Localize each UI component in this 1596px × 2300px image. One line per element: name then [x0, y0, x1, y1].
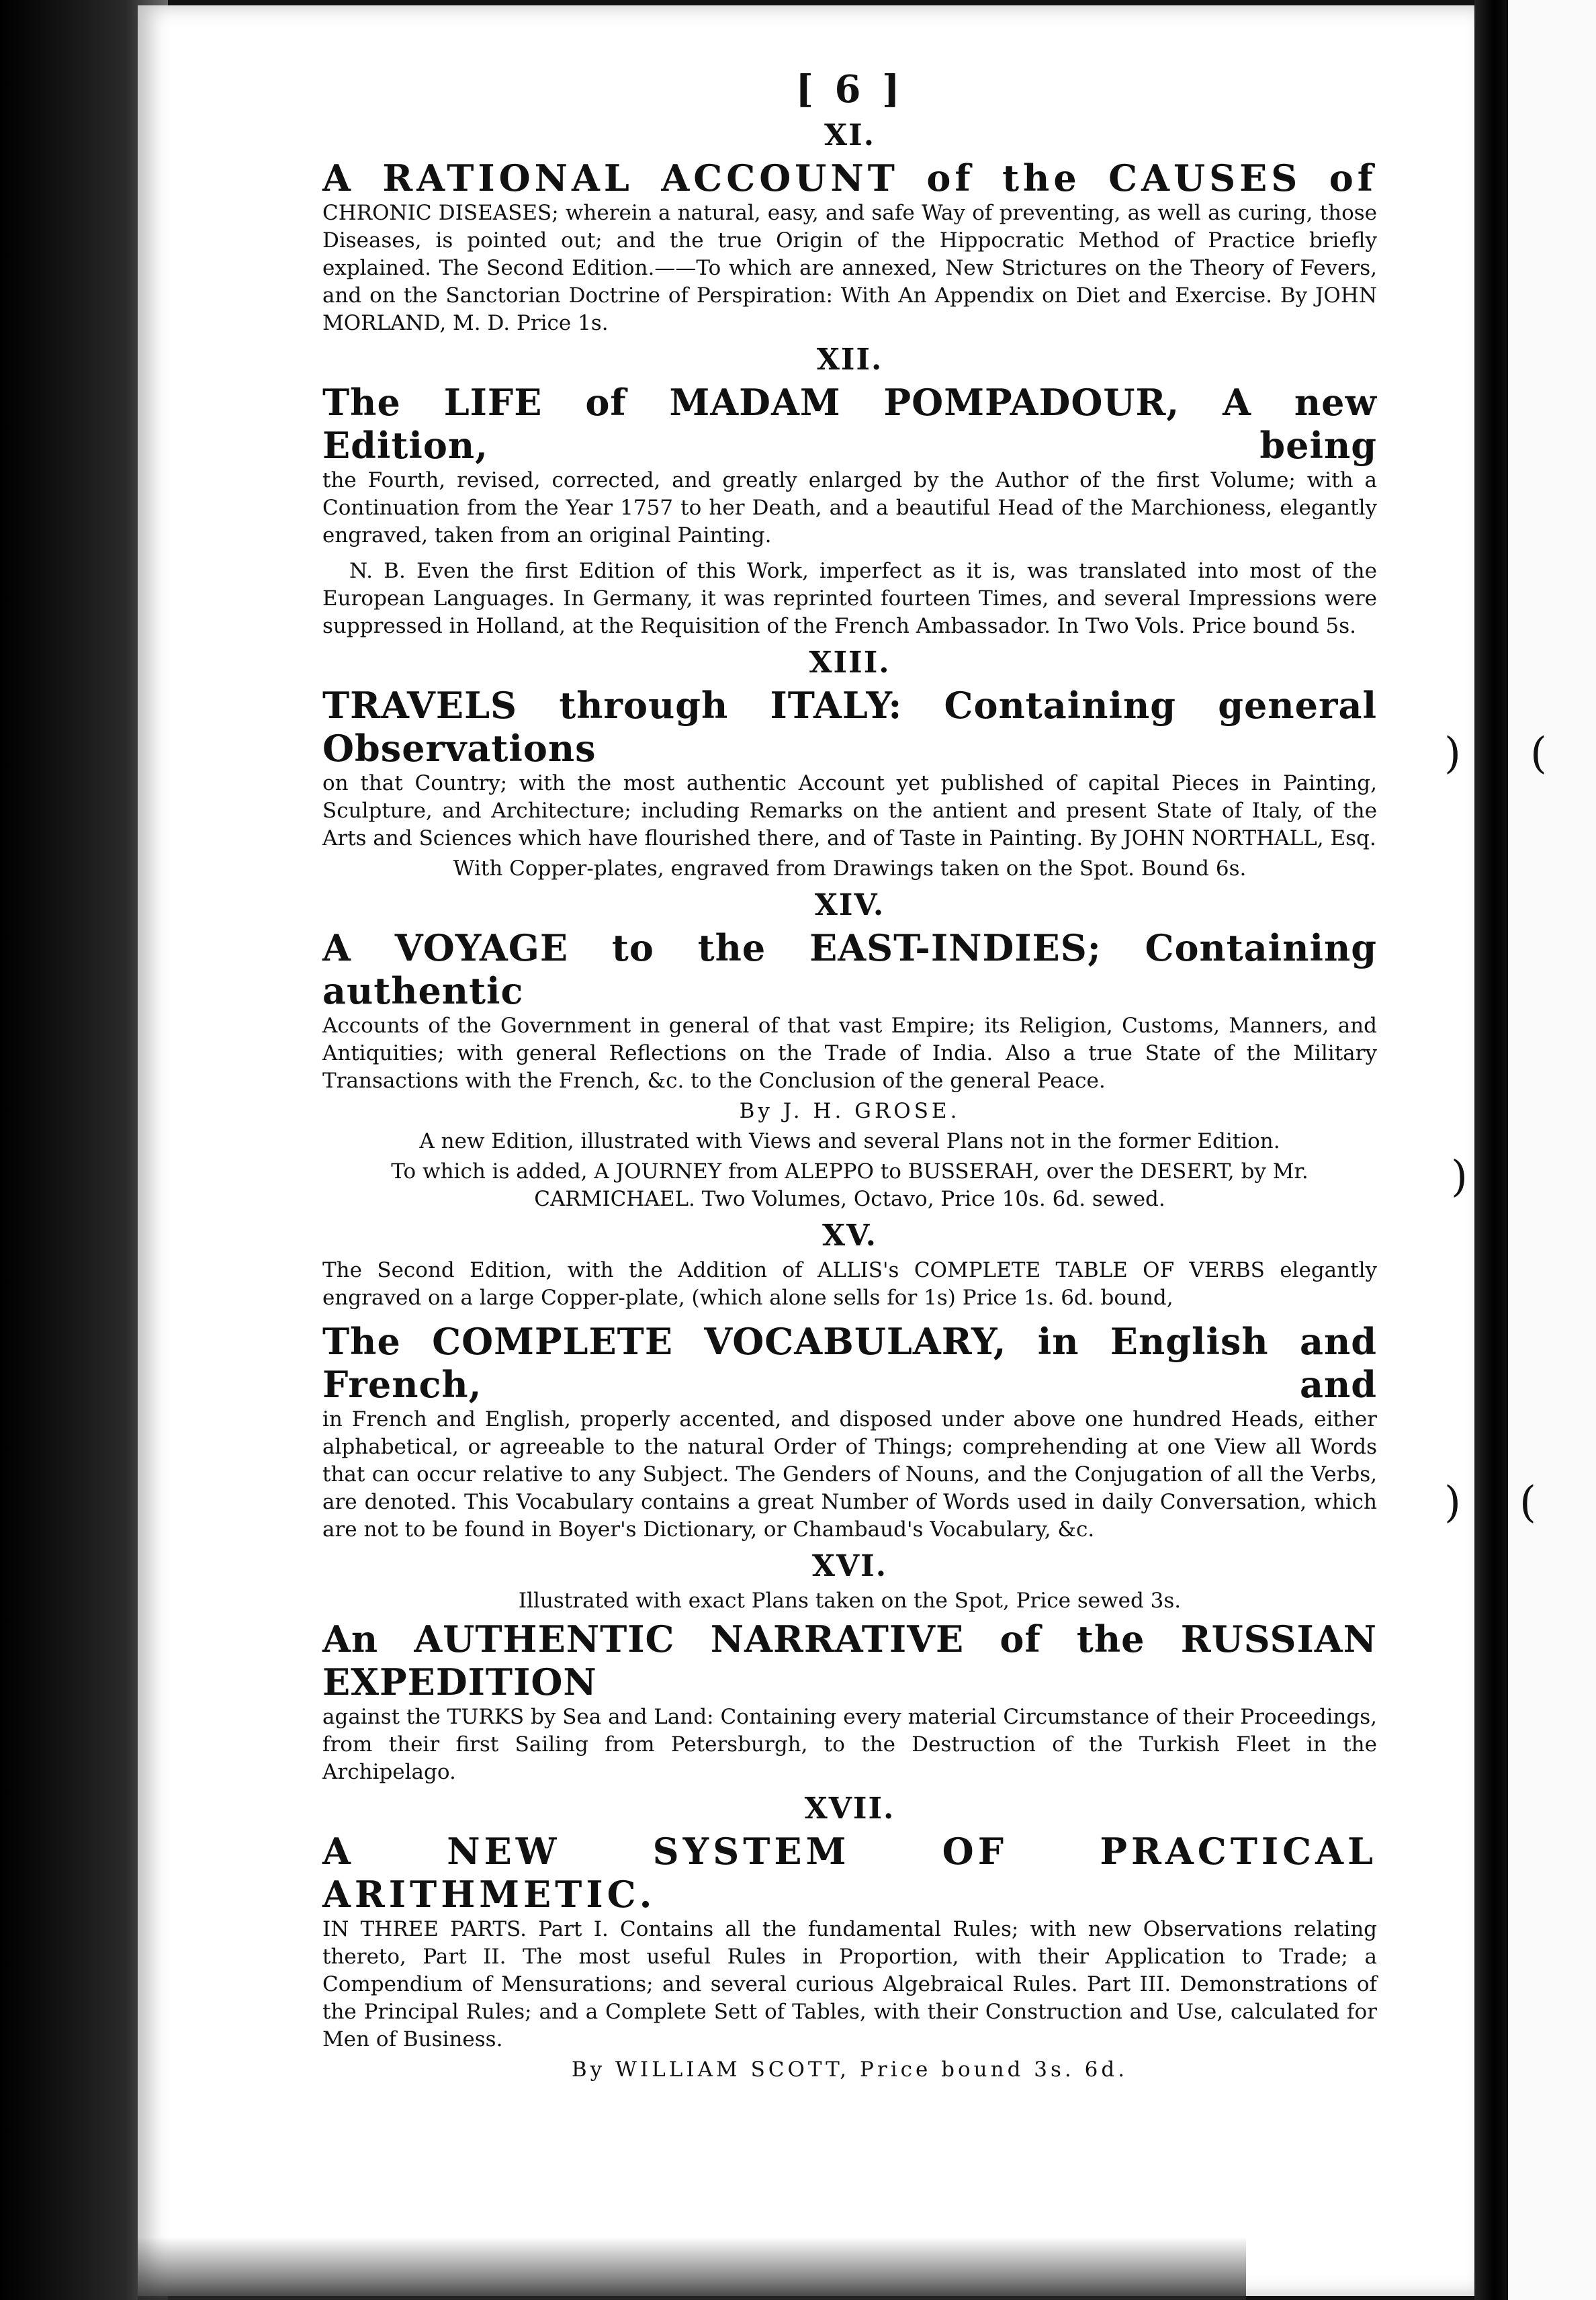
entry-title: A RATIONAL ACCOUNT of the CAUSES of [322, 157, 1377, 200]
page-gutter [1474, 0, 1508, 2300]
margin-bracket-mark: ( [1530, 729, 1547, 779]
entry-body: against the TURKS by Sea and Land: Containing every material Circumstance of their Proceedings, from their first Sailing from Petersburgh, to the Destruction of the Turkish Fleet in the Archipelago. [322, 1705, 1377, 1784]
advert-entry [322, 1219, 1377, 1544]
advert-entry [322, 888, 1377, 1213]
margin-bracket-mark: ( [1519, 1478, 1536, 1528]
entry-note: N. B. Even the first Edition of this Work, imperfect as it is, was translated into most of the European Languages. In Germany, it was reprinted fourteen Times, and several Impressions were suppressed in Holland, at the Requisition of the French Ambassador. In Two Vols. Price bound 5s. [322, 559, 1377, 638]
entry-body: in French and English, properly accented, and disposed under above one hundred Heads, either alphabetical, or agreeable to the natural Order of Things; comprehending at one View all Words that can occur relative to any Subject. The Genders of Nouns, and the Conjugation of all the Verbs, are denoted. This Vocabulary contains a great Number of Words used in daily Conversation, which are not to be found in Boyer's Dictionary, or Chambaud's Vocabulary, &c. [322, 1407, 1377, 1542]
entry-title: The COMPLETE VOCABULARY, in English and French, and [322, 1320, 1377, 1406]
entry-note: With Copper-plates, engraved from Drawings taken on the Spot. Bound 6s. [453, 856, 1247, 881]
entry-numeral: XVI. [811, 1549, 888, 1583]
entry-numeral: XVII. [804, 1792, 895, 1826]
entry-numeral: XV. [822, 1219, 877, 1253]
entry-numeral: XIV. [814, 888, 885, 922]
facing-page-edge [1508, 0, 1596, 2300]
entry-body: CHRONIC DISEASES; wherein a natural, easy, and safe Way of preventing, as well as curing, those Diseases, is pointed out; and the true Origin of the Hippocratic Method of Practice briefly explained. The Second Edition.——To which are annexed, New Strictures on the Theory of Fevers, and on the Sanctorian Doctrine of Perspiration: With An Appendix on Diet and Exercise. By JOHN MORLAND, M. D. Price 1s. [322, 201, 1377, 335]
entry-body: the Fourth, revised, corrected, and greatly enlarged by the Author of the first Volume; with a Continuation from the Year 1757 to her Death, and a beautiful Head of the Marchioness, elegantly engraved, taken from an original Painting. [322, 468, 1377, 547]
margin-bracket-mark: ) [1444, 729, 1461, 779]
margin-bracket-mark: ) [1451, 1152, 1468, 1202]
advert-entry [322, 646, 1377, 883]
advert-entry [322, 1549, 1377, 1786]
page-number: [ 6 ] [795, 67, 904, 112]
entry-note: A new Edition, illustrated with Views and several Plans not in the former Edition. [419, 1129, 1280, 1153]
entry-note-secondary: To which is added, A JOURNEY from ALEPPO to BUSSERAH, over the DESERT, by Mr. CARMICHAEL. Two Volumes, Octavo, Price 10s. 6d. sewed. [391, 1159, 1309, 1211]
entry-title: A VOYAGE to the EAST-INDIES; Containing authentic [322, 926, 1377, 1012]
entry-numeral: XI. [824, 118, 876, 152]
advert-entry [322, 343, 1377, 640]
advert-entry [322, 118, 1377, 337]
entry-title: A NEW SYSTEM OF PRACTICAL ARITHMETIC. [322, 1830, 1377, 1916]
page-content [322, 67, 1377, 2086]
entry-title: TRAVELS through ITALY: Containing general Observations [322, 684, 1377, 770]
entry-numeral: XIII. [809, 646, 891, 680]
entry-preface: Illustrated with exact Plans taken on the Spot, Price sewed 3s. [518, 1589, 1182, 1613]
entry-title: The LIFE of MADAM POMPADOUR, A new Edition, being [322, 381, 1377, 467]
page-bottom-shadow [138, 2237, 1246, 2300]
entry-body: on that Country; with the most authentic Account yet published of capital Pieces in Painting, Sculpture, and Architecture; including Remarks on the antient and present State of Italy, of the Arts and Sciences which have flourished there, and of Taste in Painting. By JOHN NORTHALL, Esq. [322, 771, 1377, 850]
entry-author: By J. H. GROSE. [739, 1099, 961, 1123]
entry-body: Accounts of the Government in general of that vast Empire; its Religion, Customs, Manners, and Antiquities; with general Reflections on the Trade of India. Also a true State of the Military Transactions with the French, &c. to the Conclusion of the general Peace. [322, 1014, 1377, 1093]
margin-bracket-mark: ) [1444, 1478, 1461, 1528]
entry-numeral: XII. [816, 343, 883, 377]
entry-preface: The Second Edition, with the Addition of ALLIS's COMPLETE TABLE OF VERBS elegantly engraved on a large Copper-plate, (which alone sells for 1s) Price 1s. 6d. bound, [322, 1258, 1377, 1310]
entry-body: IN THREE PARTS. Part I. Contains all the fundamental Rules; with new Observations relating thereto, Part II. The most useful Rules in Proportion, with their Application to Trade; a Compendium of Mensurations; and several curious Algebraical Rules. Part III. Demonstrations of the Principal Rules; and a Complete Sett of Tables, with their Construction and Use, calculated for Men of Business. [322, 1917, 1377, 2051]
advert-entry [322, 1792, 1377, 2084]
entry-title: An AUTHENTIC NARRATIVE of the RUSSIAN EXPEDITION [322, 1618, 1377, 1704]
entry-author: By WILLIAM SCOTT, Price bound 3s. 6d. [571, 2058, 1128, 2082]
